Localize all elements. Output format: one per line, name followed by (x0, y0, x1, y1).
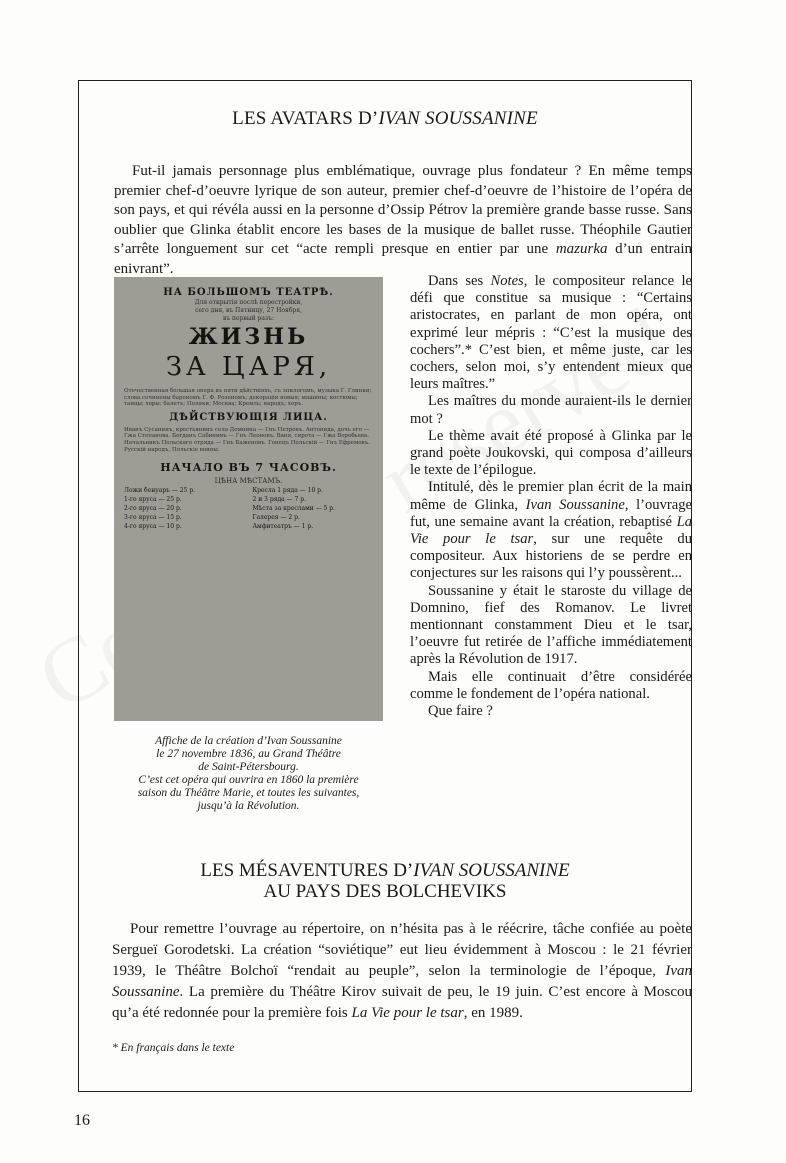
poster-small-1: Для открытія послѣ перестройки, (194, 299, 303, 306)
poster-small-3: въ первый разъ: (222, 315, 275, 322)
intro-paragraph (114, 162, 692, 279)
paragraph: Mais elle continuait d’être considérée comme le fondement de l’opéra national. (410, 668, 692, 702)
text-italic: La Vie pour le tsar (410, 513, 692, 548)
price-row: 4-го яруса — 10 р. (124, 523, 182, 531)
text-italic: Ivan Soussanine (112, 963, 692, 1000)
price-row: 2 и 3 ряда — 7 р. (252, 496, 307, 504)
intro-text-2: d’un entrain enivrant”. (114, 241, 693, 277)
caption-line: Affiche de la création d’Ivan Soussanine (155, 735, 342, 747)
price-row: 1-го яруса — 25 р. (124, 496, 182, 504)
poster-caption (114, 735, 383, 813)
price-row: Мѣста за креслами — 5 р. (252, 505, 336, 513)
price-row: Кресла 1 ряда — 10 р. (252, 487, 323, 495)
poster-persons-text: Иванъ Сусанинъ, крестьянинъ села Домнина — Гнъ Петровъ. Антонида, дочь его — Гжа Степанова. Богданъ Сабининъ — Гнъ Леоновъ. Ваня, сирота — Гжа Воробьева. Начальникъ Польскаго отряда — Гнъ Баженовъ. Гонецъ Польскій — Гнъ Ефремовъ. Русскій народъ, Польскіе воины. (124, 426, 370, 453)
poster-title-2: ЗА ЦАРЯ, (165, 352, 332, 382)
price-row: Галерея — 2 р. (252, 514, 300, 522)
poster-prices-right (253, 486, 374, 531)
title-italic: IVAN SOUSSANINE (378, 108, 538, 129)
poster-start-time: НАЧАЛО ВЪ 7 ЧАСОВЪ. (160, 461, 337, 475)
price-row: Амфитеатръ — 1 р. (252, 523, 314, 531)
poster-title-1: ЖИЗНЬ (188, 324, 309, 350)
title-line-2: AU PAYS DES BOLCHEVIKS (263, 881, 507, 902)
title-prefix: LES MÉSAVENTURES D’ (200, 860, 414, 881)
page-number: 16 (74, 1112, 90, 1129)
text: Pour remettre l’ouvrage au répertoire, on n’hésita pas à le réécrire, tâche confiée au poète Sergueï Gorodetski. La création “soviétique” eut lieu évidemment à Moscou : le 21 février 1939, le Théâtre Bolchoï “rendait au peuple”, selon la terminologie de l’époque, (112, 921, 692, 979)
poster-content (124, 285, 373, 713)
intro-italic: mazurka (555, 241, 608, 257)
price-row: 3-го яруса — 15 р. (124, 514, 182, 522)
paragraph: Le thème avait été proposé à Glinka par le grand poète Joukovski, qui composa d’ailleurs le texte de l’épilogue. (410, 427, 692, 479)
right-column (410, 273, 692, 720)
paragraph (410, 479, 692, 582)
caption-line: C’est cet opéra qui ouvrira en 1860 la première (138, 774, 359, 786)
caption-line: de Saint-Pétersbourg. (198, 761, 299, 773)
title-prefix: LES AVATARS D’ (232, 108, 379, 129)
poster-image (114, 277, 383, 721)
poster-prices-title: ЦѢНА МѢСТАМЪ. (214, 477, 283, 486)
title-line-1 (78, 860, 692, 881)
paragraph: Soussanine y était le staroste du village de Domnino, fief des Romanov. Le livret mentionnant constamment Dieu et le tsar, l’oeuvre fut retirée de l’affiche immédiatement après la Révolution de 1917. (410, 582, 692, 668)
price-row: 2-го яруса — 20 р. (124, 505, 182, 513)
price-row: Ложи бенуаръ — 25 р. (124, 487, 196, 495)
title-italic: IVAN SOUSSANINE (413, 860, 570, 881)
poster-header: НА БОЛЬШОМЪ ТЕАТРѢ. (163, 287, 334, 298)
caption-line: le 27 novembre 1836, au Grand Théâtre (156, 748, 341, 760)
final-paragraph (112, 919, 692, 1024)
text: Dans ses (428, 273, 491, 289)
text: , le compositeur relance le défi que constitue sa musique : “Certains aristocrates, en parlant de mon opéra, ont exprimé leur mépris : “C’est la musique des cochers”.* C’est bien, et même juste, car les cochers, selon moi, s’y entendent mieux que leurs maîtres.” (410, 273, 692, 393)
text: , sur une requête du compositeur. Aux historiens de se perdre en conjectures sur les raisons qui l’y poussèrent... (410, 531, 692, 582)
caption-line: jusqu’à la Révolution. (197, 800, 300, 812)
paragraph: Les maîtres du monde auraient-ils le dernier mot ? (410, 393, 692, 427)
text: . La première du Théâtre Kirov suivait de peu, le 19 juin. C’est encore à Moscou qu’a été redonnée pour la première fois (112, 984, 692, 1021)
poster-persons-title: ДѢЙСТВУЮЩІЯ ЛИЦА. (169, 411, 328, 423)
footnote: * En français dans le texte (112, 1042, 235, 1054)
paragraph: Que faire ? (428, 703, 493, 720)
text: Intitulé, dès le premier plan écrit de la main même de Glinka, (410, 479, 692, 513)
text: , l’ouvrage fut, une semaine avant la création, rebaptisé (410, 496, 692, 530)
poster-prices (124, 486, 373, 531)
paragraph (410, 273, 692, 393)
poster-body-text: Отечественная большая опера въ пяти дѣйствіяхъ, съ эпилогомъ, музыка Г. Глинки; слова сочинены барономъ Г. Ф. Розеномъ; декораціи новыя; машины; костюмы; танцы; хоры; балетъ; Поляки; Москва; Кремль; народъ; хоръ. (124, 388, 372, 408)
poster-small-2: сего дня, въ Пятницу, 27 Ноября, (195, 307, 302, 314)
text-italic: Ivan Soussanine (525, 496, 625, 513)
text: , en 1989. (463, 1005, 523, 1021)
intro-text-1: Fut-il jamais personnage plus emblématique, ouvrage plus fondateur ? En même temps premier chef-d’oeuvre lyrique de son auteur, premier chef-d’oeuvre de l’histoire de l’opéra de son pays, et qui révéla aussi en la personne d’Ossip Pétrov la première grande basse russe. Sans oublier que Glinka établit encore les bases de la musique de ballet russe. Théophile Gautier s’arrête longuement sur cet “acte rempli presque en entier par une (114, 163, 692, 257)
caption-line: saison du Théâtre Marie, et toutes les suivantes, (137, 787, 360, 799)
poster-prices-left (124, 486, 245, 531)
section-title-mesaventures (78, 860, 692, 902)
text-italic: La Vie pour le tsar (351, 1005, 464, 1021)
text-italic: Notes (490, 273, 524, 289)
section-title-avatars (78, 108, 692, 130)
